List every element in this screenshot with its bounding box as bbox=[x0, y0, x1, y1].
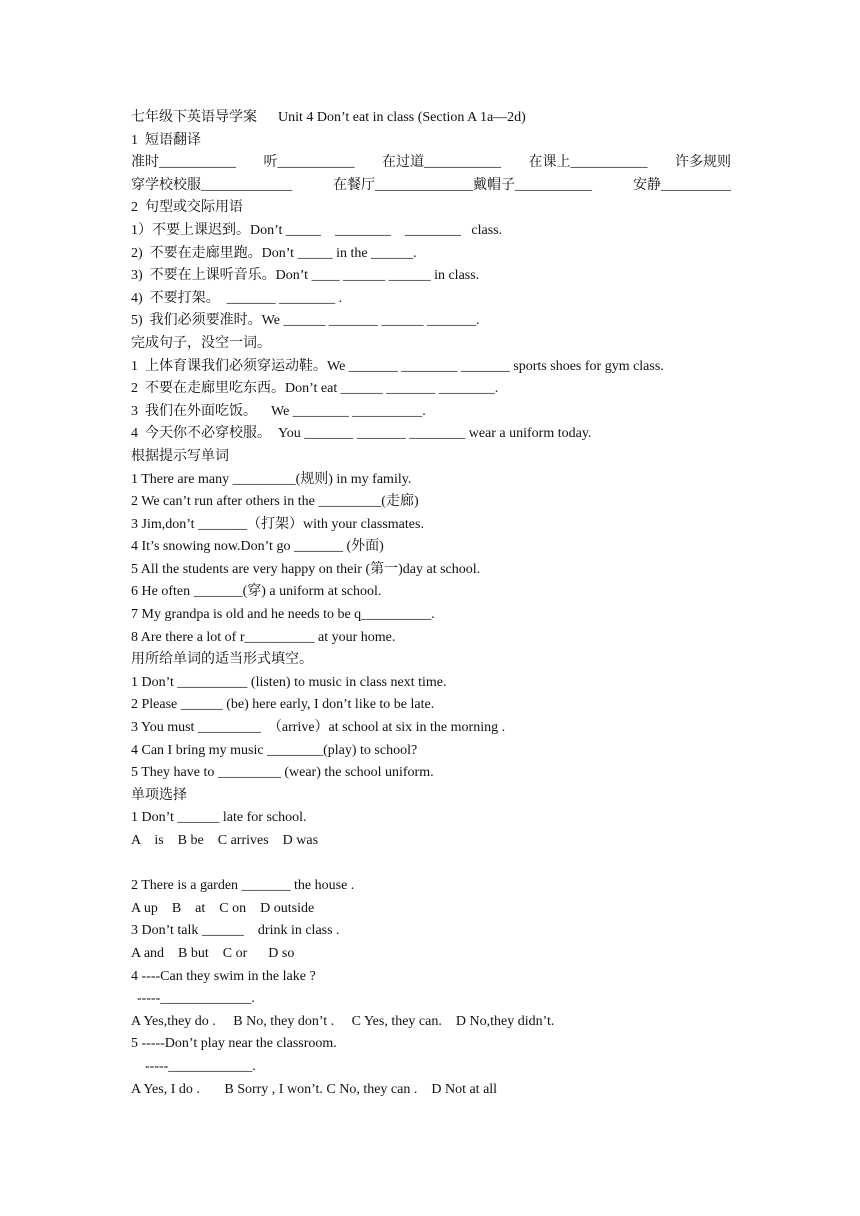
phrase-item: 在课上___________ bbox=[528, 155, 648, 171]
sentence-pattern-line: 1）不要上课迟到。Don’t _____ ________ ________ class. bbox=[131, 222, 503, 238]
section-heading-word-forms: 用所给单词的适当形式填空。 bbox=[131, 652, 313, 668]
mc-answer-blank-5: -----____________. bbox=[145, 1058, 256, 1074]
complete-sentence-line: 1 上体育课我们必须穿运动鞋。We _______ ________ _______ sports shoes for gym class. bbox=[131, 358, 664, 374]
word-hint-line: 1 There are many _________(规则) in my family. bbox=[131, 471, 412, 487]
section-heading-complete-sentences: 完成句子，没空一词。 bbox=[131, 335, 271, 351]
word-form-line: 4 Can I bring my music ________(play) to school? bbox=[131, 742, 418, 758]
mc-question-3: 3 Don’t talk ______ drink in class . bbox=[131, 923, 340, 939]
mc-question-1: 1 Don’t ______ late for school. bbox=[131, 810, 307, 826]
sentence-pattern-line: 2) 不要在走廊里跑。Don’t _____ in the ______. bbox=[131, 245, 417, 261]
mc-options-1: A is B be C arrives D was bbox=[131, 833, 319, 848]
phrase-item: 安静__________ bbox=[633, 177, 731, 193]
title-english: Unit 4 Don’t eat in class (Section A 1a—2d) bbox=[278, 110, 526, 125]
complete-sentence-line: 4 今天你不必穿校服。 You _______ _______ ________ wear a uniform today. bbox=[131, 426, 592, 442]
phrase-item: 听___________ bbox=[263, 155, 355, 171]
mc-question-4: 4 ----Can they swim in the lake ? bbox=[131, 968, 316, 984]
phrase-item: 许多规则 bbox=[675, 155, 731, 171]
section-heading-write-words: 根据提示写单词 bbox=[131, 448, 229, 464]
complete-sentence-line: 3 我们在外面吃饭。 We ________ __________. bbox=[131, 403, 426, 419]
sentence-pattern-line: 3) 不要在上课听音乐。Don’t ____ ______ ______ in class. bbox=[131, 268, 480, 284]
word-hint-line: 3 Jim,don’t _______（打架）with your classmates. bbox=[131, 516, 424, 532]
word-form-line: 1 Don’t __________ (listen) to music in class next time. bbox=[131, 674, 447, 690]
word-hint-line: 6 He often _______(穿) a uniform at school. bbox=[131, 584, 382, 600]
mc-options-5: A Yes, I do . B Sorry , I won’t. C No, they can . D Not at all bbox=[131, 1081, 498, 1097]
phrase-row-1 bbox=[131, 152, 731, 175]
word-hint-line: 7 My grandpa is old and he needs to be q__________. bbox=[131, 607, 435, 623]
phrase-item: 穿学校校服_____________ bbox=[131, 177, 292, 193]
phrase-item: 准时___________ bbox=[131, 155, 236, 171]
sentence-pattern-line: 5) 我们必须要准时。We ______ _______ ______ _______. bbox=[131, 313, 480, 329]
complete-sentence-line: 2 不要在走廊里吃东西。Don’t eat ______ _______ ________. bbox=[131, 381, 499, 397]
sentence-pattern-line: 4) 不要打架。 _______ ________ . bbox=[131, 290, 343, 306]
word-hint-line: 4 It’s snowing now.Don’t go _______ (外面) bbox=[131, 539, 384, 555]
word-form-line: 3 You must _________ （arrive）at school at six in the morning . bbox=[131, 720, 506, 736]
mc-question-2: 2 There is a garden _______ the house . bbox=[131, 878, 355, 894]
mc-options-3: A and B but C or D so bbox=[131, 945, 295, 961]
word-hint-line: 2 We can’t run after others in the _________(走廊) bbox=[131, 494, 419, 510]
spacer bbox=[131, 853, 741, 876]
word-hint-line: 5 All the students are very happy on their (第一)day at school. bbox=[131, 561, 481, 577]
phrase-item: 在过道___________ bbox=[382, 155, 501, 171]
worksheet bbox=[131, 107, 741, 1101]
mc-options-2: A up B at C on D outside bbox=[131, 900, 315, 916]
phrase-row-2 bbox=[131, 175, 731, 198]
word-hint-line: 8 Are there a lot of r__________ at your home. bbox=[131, 629, 396, 645]
document-title bbox=[131, 107, 741, 130]
mc-question-5: 5 -----Don’t play near the classroom. bbox=[131, 1036, 337, 1052]
section-heading-multiple-choice: 单项选择 bbox=[131, 787, 187, 803]
word-form-line: 5 They have to _________ (wear) the school uniform. bbox=[131, 765, 434, 781]
phrase-item: 在餐厅______________戴帽子___________ bbox=[333, 177, 592, 193]
section-heading-sentence-patterns: 2 句型或交际用语 bbox=[131, 200, 243, 216]
mc-options-4: A Yes,they do . B No, they don’t . C Yes, they can. D No,they didn’t. bbox=[131, 1013, 555, 1029]
title-chinese: 七年级下英语导学案 bbox=[131, 110, 257, 125]
mc-answer-blank-4: -----_____________. bbox=[137, 991, 255, 1007]
word-form-line: 2 Please ______ (be) here early, I don’t like to be late. bbox=[131, 697, 435, 713]
section-heading-phrase-translation: 1 短语翻译 bbox=[131, 132, 201, 148]
